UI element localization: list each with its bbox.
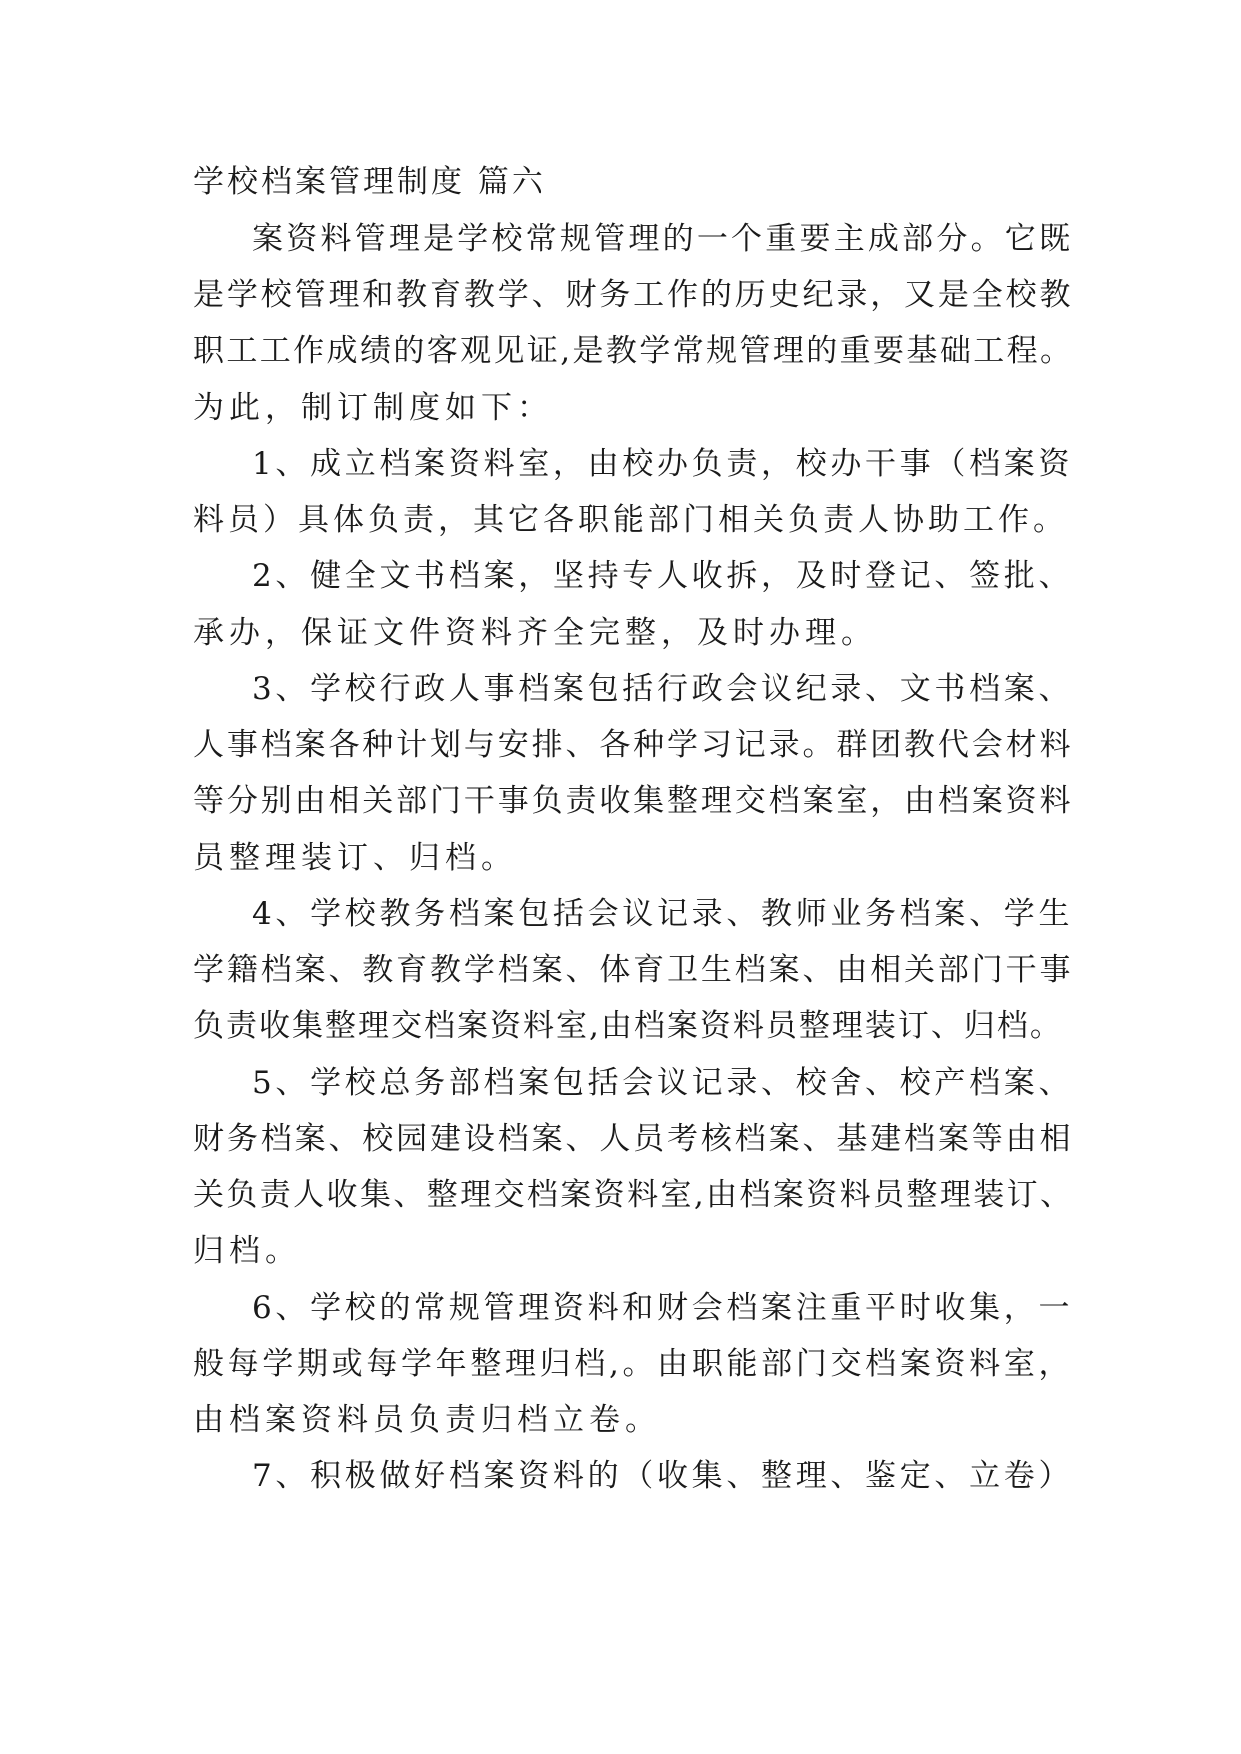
- paragraph-line: 是学校管理和教育教学、财务工作的历史纪录，又是全校教: [193, 277, 1073, 313]
- paragraph-line: 6、学校的常规管理资料和财会档案注重平时收集，一: [252, 1290, 1073, 1326]
- paragraph-line: 人事档案各种计划与安排、各种学习记录。群团教代会材料: [193, 727, 1073, 763]
- paragraph-line: 般每学期或每学年整理归档,。由职能部门交档案资料室，: [193, 1346, 1073, 1382]
- paragraph-line: 4、学校教务档案包括会议记录、教师业务档案、学生: [252, 896, 1073, 932]
- paragraph-line: 3、学校行政人事档案包括行政会议纪录、文书档案、: [252, 671, 1073, 707]
- paragraph-line: 负责收集整理交档案资料室,由档案资料员整理装订、归档。: [193, 1008, 1063, 1044]
- paragraph-line: 承办，保证文件资料齐全完整，及时办理。: [193, 615, 877, 651]
- paragraph-line: 5、学校总务部档案包括会议记录、校舍、校产档案、: [252, 1065, 1073, 1101]
- paragraph-line: 1、成立档案资料室，由校办负责，校办干事（档案资: [252, 446, 1073, 482]
- paragraph-line: 职工工作成绩的客观见证,是教学常规管理的重要基础工程。: [193, 333, 1073, 369]
- paragraph-line: 关负责人收集、整理交档案资料室,由档案资料员整理装订、: [193, 1177, 1073, 1213]
- paragraph-line: 2、健全文书档案，坚持专人收拆，及时登记、签批、: [252, 558, 1073, 594]
- document-title: 学校档案管理制度 篇六: [193, 164, 546, 200]
- paragraph-line: 7、积极做好档案资料的（收集、整理、鉴定、立卷）: [252, 1458, 1073, 1494]
- paragraph-line: 财务档案、校园建设档案、人员考核档案、基建档案等由相: [193, 1121, 1073, 1157]
- paragraph-line: 学籍档案、教育教学档案、体育卫生档案、由相关部门干事: [193, 952, 1073, 988]
- paragraph-line: 案资料管理是学校常规管理的一个重要主成部分。它既: [252, 221, 1073, 257]
- paragraph-line: 归档。: [193, 1233, 301, 1269]
- paragraph-line: 为此，制订制度如下：: [193, 390, 553, 426]
- paragraph-line: 等分别由相关部门干事负责收集整理交档案室，由档案资料: [193, 783, 1073, 819]
- paragraph-line: 由档案资料员负责归档立卷。: [193, 1402, 661, 1438]
- paragraph-line: 员整理装订、归档。: [193, 840, 517, 876]
- paragraph-line: 料员）具体负责，其它各职能部门相关负责人协助工作。: [193, 502, 1068, 538]
